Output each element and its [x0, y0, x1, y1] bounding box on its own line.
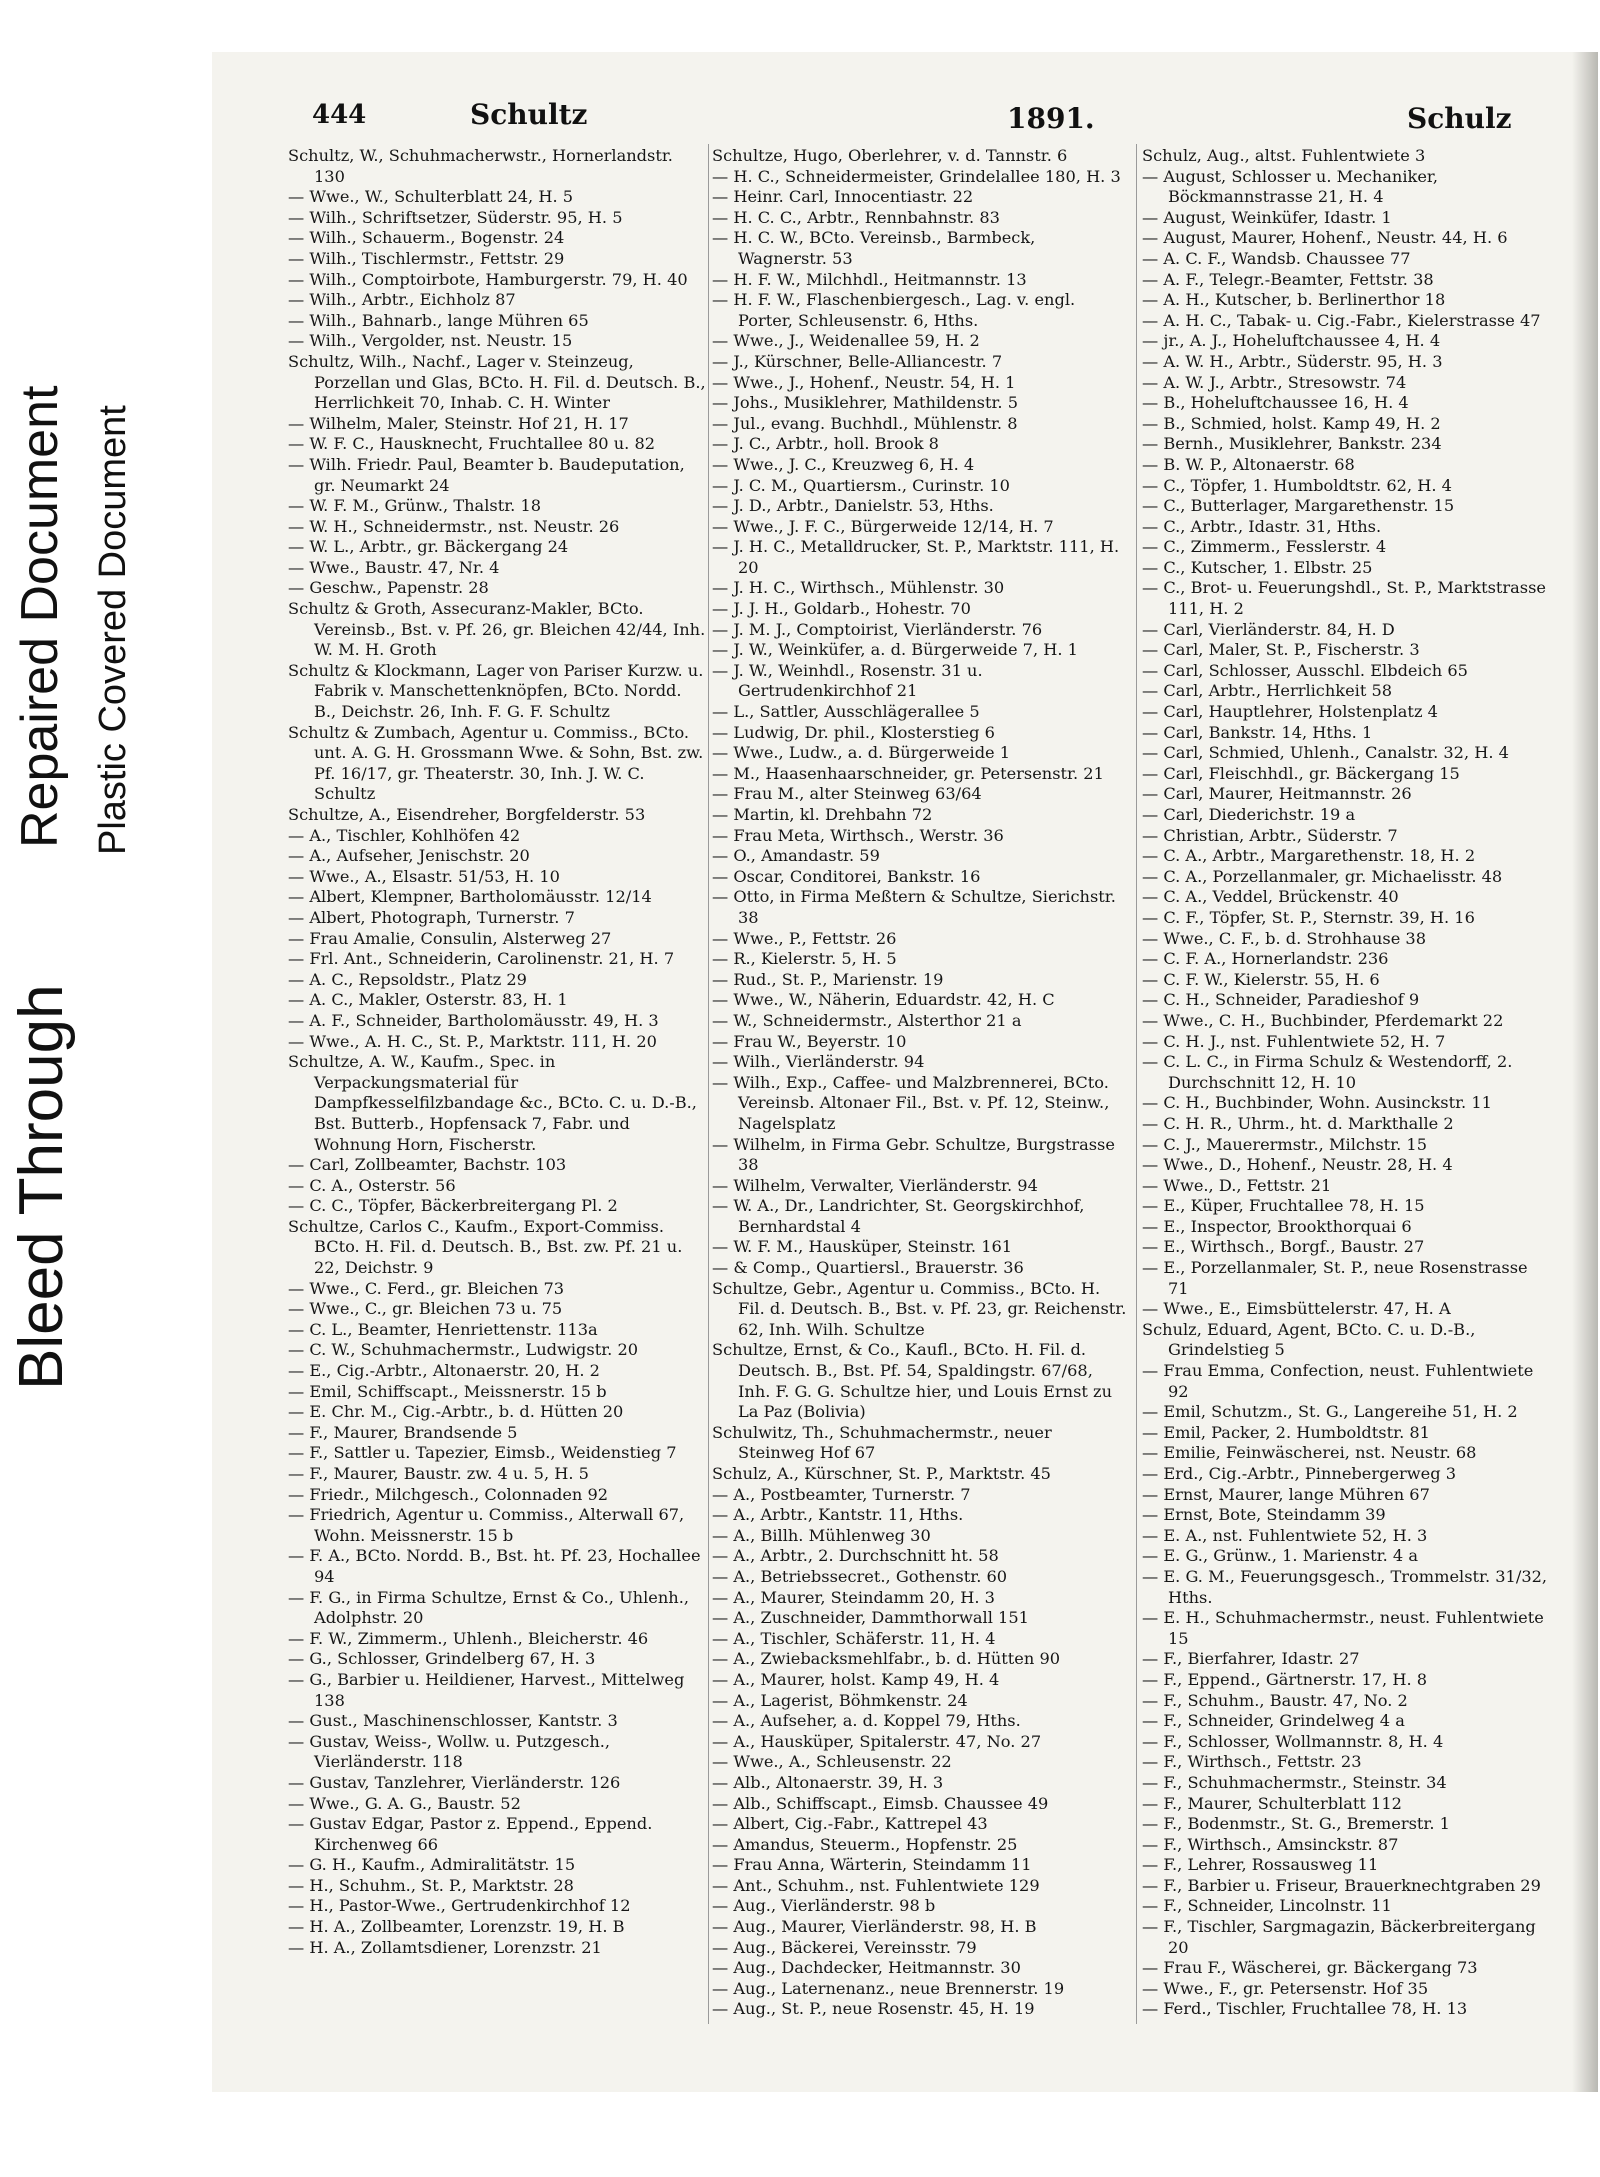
directory-entry: — E., Küper, Fruchtallee 78, H. 15 — [1142, 1196, 1425, 1216]
directory-entry: — F., Schuhm., Baustr. 47, No. 2 — [1142, 1690, 1408, 1710]
column-divider — [708, 144, 709, 2024]
directory-entry: — F., Wirthsch., Fettstr. 23 — [1142, 1752, 1362, 1772]
directory-entry: — Frau W., Beyerstr. 10 — [712, 1031, 907, 1051]
directory-entry: — Aug., Maurer, Vierländerstr. 98, H. B — [712, 1917, 1037, 1937]
directory-entry: — E. H., Schuhmachermstr., neust. Fuhlentwiete 15 — [1142, 1608, 1544, 1648]
directory-entry: — Wilh., Comptoirbote, Hamburgerstr. 79, H. 40 — [288, 269, 688, 289]
directory-entry: — H. A., Zollbeamter, Lorenzstr. 19, H. B — [288, 1917, 625, 1937]
directory-entry: — F., Barbier u. Friseur, Brauerknechtgraben 29 — [1142, 1875, 1541, 1895]
directory-entry: — G. H., Kaufm., Admiralitätstr. 15 — [288, 1855, 576, 1875]
directory-entry: — J. H. C., Metalldrucker, St. P., Marktstr. 111, H. 20 — [712, 537, 1120, 577]
directory-entry: — H. C., Schneidermeister, Grindelallee 180, H. 3 — [712, 166, 1121, 186]
directory-entry: — Frau Anna, Wärterin, Steindamm 11 — [712, 1855, 1032, 1875]
directory-entry: — Wwe., C. Ferd., gr. Bleichen 73 — [288, 1278, 565, 1298]
directory-entry: — M., Haasenhaarschneider, gr. Petersenstr. 21 — [712, 763, 1104, 783]
directory-entry: — E. G., Grünw., 1. Marienstr. 4 a — [1142, 1546, 1419, 1566]
directory-entry: — Wilh., Arbtr., Eichholz 87 — [288, 290, 516, 310]
directory-entry: — H. C. W., BCto. Vereinsb., Barmbeck, Wagnerstr. 53 — [712, 228, 1036, 268]
directory-entry: — Wilh., Bahnarb., lange Mühren 65 — [288, 310, 589, 330]
directory-entry: — A., Zwiebacksmehlfabr., b. d. Hütten 90 — [712, 1649, 1061, 1669]
directory-entry: — C. H., Schneider, Paradieshof 9 — [1142, 990, 1420, 1010]
directory-entry: Schultze, A. W., Kaufm., Spec. in Verpackungsmaterial für Dampfkesselfilzbandage &c., BCto. C. u. D.-B., Bst. Butterb., Hopfensack 7, Fabr. und Wohnung Horn, Fischerstr. — [288, 1052, 697, 1154]
directory-entry: — F., Maurer, Schulterblatt 112 — [1142, 1793, 1402, 1813]
directory-entry: — F., Wirthsch., Amsinckstr. 87 — [1142, 1834, 1399, 1854]
directory-entry: Schultze, Gebr., Agentur u. Commiss., BCto. H. Fil. d. Deutsch. B., Bst. v. Pf. 23, gr. Reichenstr. 62, Inh. Wilh. Schultze — [712, 1278, 1127, 1339]
directory-entry: — C., Kutscher, 1. Elbstr. 25 — [1142, 557, 1373, 577]
directory-entry: — Ernst, Bote, Steindamm 39 — [1142, 1505, 1386, 1525]
directory-entry: — J. W., Weinhdl., Rosenstr. 31 u. Gertrudenkirchhof 21 — [712, 660, 983, 701]
directory-entry: — J. C., Arbtr., holl. Brook 8 — [712, 434, 939, 454]
directory-entry: — B., Schmied, holst. Kamp 49, H. 2 — [1142, 413, 1441, 433]
directory-entry: — A. F., Telegr.-Beamter, Fettstr. 38 — [1142, 269, 1434, 289]
directory-entry: — Wilhelm, Maler, Steinstr. Hof 21, H. 17 — [288, 413, 629, 433]
directory-entry: — Aug., Laternenanz., neue Brennerstr. 19 — [712, 1978, 1065, 1998]
directory-entry: — W. A., Dr., Landrichter, St. Georgskirchhof, Bernhardstal 4 — [712, 1196, 1085, 1236]
directory-entry: — E., Cig.-Arbtr., Altonaerstr. 20, H. 2 — [288, 1361, 600, 1381]
directory-entry: Schultz & Klockmann, Lager von Pariser Kurzw. u. Fabrik v. Manschettenknöpfen, BCto. Nordd. B., Deichstr. 26, Inh. F. G. F. Schultz — [288, 660, 704, 722]
directory-entry: — & Comp., Quartiersl., Brauerstr. 36 — [712, 1258, 1024, 1278]
directory-entry: — C. H. R., Uhrm., ht. d. Markthalle 2 — [1142, 1113, 1454, 1133]
directory-entry: — Amandus, Steuerm., Hopfenstr. 25 — [712, 1834, 1018, 1854]
directory-entry: — Wwe., J. C., Kreuzweg 6, H. 4 — [712, 454, 975, 474]
directory-entry: — August, Maurer, Hohenf., Neustr. 44, H. 6 — [1142, 228, 1508, 248]
directory-entry: — W. F. M., Hausküper, Steinstr. 161 — [712, 1237, 1013, 1257]
directory-entry: — F., Schneider, Lincolnstr. 11 — [1142, 1896, 1392, 1916]
directory-entry: — A. W. J., Arbtr., Stresowstr. 74 — [1142, 372, 1407, 392]
directory-entry: — Emil, Schiffscapt., Meissnerstr. 15 b — [288, 1381, 607, 1401]
directory-entry: — A., Hausküper, Spitalerstr. 47, No. 27 — [712, 1731, 1042, 1751]
directory-entry: — F., Maurer, Baustr. zw. 4 u. 5, H. 5 — [288, 1464, 589, 1483]
directory-entry: — Wwe., P., Fettstr. 26 — [712, 928, 897, 948]
directory-entry: — Carl, Vierländerstr. 84, H. D — [1142, 619, 1395, 639]
directory-entry: Schultze, A., Eisendreher, Borgfelderstr. 53 — [288, 805, 646, 824]
directory-entry: Schulz, Eduard, Agent, BCto. C. u. D.-B., Grindelstieg 5 — [1142, 1319, 1476, 1360]
directory-entry: — Gustav, Tanzlehrer, Vierländerstr. 126 — [288, 1772, 621, 1792]
directory-entry: — Wwe., E., Eimsbüttelerstr. 47, H. A — [1142, 1299, 1451, 1319]
bleed-through-label: Bleed Through — [7, 984, 76, 1390]
directory-entry: — A., Tischler, Kohlhöfen 42 — [288, 825, 521, 845]
directory-entry: — W. F. C., Hausknecht, Fruchtallee 80 u. 82 — [288, 434, 656, 454]
directory-entry: — Gustav, Weiss-, Wollw. u. Putzgesch., Vierländerstr. 118 — [288, 1731, 611, 1772]
directory-entry: — Otto, in Firma Meßtern & Schultze, Sierichstr. 38 — [712, 887, 1116, 927]
directory-entry: — W. F. M., Grünw., Thalstr. 18 — [288, 496, 542, 516]
directory-entry: — Frl. Ant., Schneiderin, Carolinenstr. 21, H. 7 — [288, 949, 675, 969]
directory-entry: — C. H. J., nst. Fuhlentwiete 52, H. 7 — [1142, 1031, 1446, 1051]
directory-entry: — Albert, Photograph, Turnerstr. 7 — [288, 907, 575, 927]
directory-entry: — H., Pastor-Wwe., Gertrudenkirchhof 12 — [288, 1896, 631, 1916]
directory-entry: — Frau Emma, Confection, neust. Fuhlentwiete 92 — [1142, 1361, 1534, 1401]
directory-entry: — A., Billh. Mühlenweg 30 — [712, 1525, 931, 1545]
directory-entry: — Carl, Maler, St. P., Fischerstr. 3 — [1142, 640, 1420, 660]
directory-entry: — C. F. A., Hornerlandstr. 236 — [1142, 949, 1389, 969]
directory-entry: — B. W. P., Altonaerstr. 68 — [1142, 454, 1355, 474]
directory-entry: — Wwe., J. F. C., Bürgerweide 12/14, H. 7 — [712, 516, 1054, 536]
column-divider — [1136, 144, 1137, 2024]
directory-column-2 — [712, 146, 1128, 2046]
directory-entry: — A., Aufseher, Jenischstr. 20 — [288, 846, 530, 866]
directory-entry: — Carl, Fleischhdl., gr. Bäckergang 15 — [1142, 763, 1460, 783]
directory-entry: Schulz, Aug., altst. Fuhlentwiete 3 — [1142, 146, 1426, 165]
directory-entry: — C. H., Buchbinder, Wohn. Ausinckstr. 11 — [1142, 1093, 1492, 1113]
directory-entry: — C. A., Arbtr., Margarethenstr. 18, H. 2 — [1142, 846, 1476, 866]
directory-entry: — C. A., Osterstr. 56 — [288, 1175, 456, 1195]
directory-entry: Schultz, Wilh., Nachf., Lager v. Steinzeug, Porzellan und Glas, BCto. H. Fil. d. Deutsch. B., Herrlichkeit 70, Inhab. C. H. Winter — [288, 351, 706, 413]
directory-entry: — A. F., Schneider, Bartholomäusstr. 49, H. 3 — [288, 1010, 659, 1030]
directory-entry: — F., Schuhmachermstr., Steinstr. 34 — [1142, 1772, 1447, 1792]
directory-entry: — Rud., St. P., Marienstr. 19 — [712, 969, 944, 989]
directory-entry: — A., Aufseher, a. d. Koppel 79, Hths. — [712, 1711, 1021, 1731]
directory-entry: Schultze, Carlos C., Kaufm., Export-Commiss. BCto. H. Fil. d. Deutsch. B., Bst. zw. Pf. 21 u. 22, Deichstr. 9 — [288, 1216, 683, 1278]
directory-entry: — Carl, Arbtr., Herrlichkeit 58 — [1142, 681, 1393, 701]
directory-entry: — A. C., Repsoldstr., Platz 29 — [288, 969, 527, 989]
directory-entry: — A. C. F., Wandsb. Chaussee 77 — [1142, 248, 1411, 268]
directory-entry: — Aug., Dachdecker, Heitmannstr. 30 — [712, 1958, 1021, 1978]
directory-entry: — Friedr., Milchgesch., Colonnaden 92 — [288, 1484, 609, 1504]
directory-entry: — Carl, Schlosser, Ausschl. Elbdeich 65 — [1142, 660, 1468, 680]
directory-entry: — E., Porzellanmaler, St. P., neue Rosenstrasse 71 — [1142, 1258, 1528, 1298]
directory-entry: — Wwe., C. F., b. d. Strohhause 38 — [1142, 928, 1427, 948]
directory-entry: — Carl, Zollbeamter, Bachstr. 103 — [288, 1155, 567, 1175]
directory-entry: — Alb., Altonaerstr. 39, H. 3 — [712, 1772, 944, 1792]
directory-entry: — Heinr. Carl, Innocentiastr. 22 — [712, 187, 974, 207]
directory-entry: — Ant., Schuhm., nst. Fuhlentwiete 129 — [712, 1875, 1040, 1895]
directory-entry: — Carl, Bankstr. 14, Hths. 1 — [1142, 722, 1373, 742]
directory-entry: — J. J. H., Goldarb., Hohestr. 70 — [712, 599, 971, 619]
directory-entry: — Carl, Diederichstr. 19 a — [1142, 805, 1356, 824]
year-heading: 1891. — [1007, 102, 1095, 135]
directory-entry: — C., Arbtr., Idastr. 31, Hths. — [1142, 516, 1382, 536]
directory-entry: — J. C. M., Quartiersm., Curinstr. 10 — [712, 475, 1010, 495]
directory-entry: — Friedrich, Agentur u. Commiss., Alterwall 67, Wohn. Meissnerstr. 15 b — [288, 1505, 685, 1545]
directory-entry: Schultz & Groth, Assecuranz-Makler, BCto. Vereinsb., Bst. v. Pf. 26, gr. Bleichen 42/44, Inh. W. M. H. Groth — [288, 599, 706, 660]
directory-entry: — F., Bodenmstr., St. G., Bremerstr. 1 — [1142, 1814, 1450, 1834]
directory-entry: — Wwe., C., gr. Bleichen 73 u. 75 — [288, 1299, 563, 1319]
page-header — [312, 100, 1552, 140]
directory-entry: — Aug., Vierländerstr. 98 b — [712, 1896, 936, 1916]
directory-entry: — F., Maurer, Brandsende 5 — [288, 1422, 518, 1442]
directory-entry: — Albert, Cig.-Fabr., Kattrepel 43 — [712, 1814, 988, 1834]
directory-entry: — H. F. W., Flaschenbiergesch., Lag. v. engl. Porter, Schleusenstr. 6, Hths. — [712, 290, 1076, 330]
directory-entry: — A. W. H., Arbtr., Süderstr. 95, H. 3 — [1142, 351, 1443, 371]
directory-entry: — Emil, Packer, 2. Humboldtstr. 81 — [1142, 1422, 1430, 1442]
directory-entry: — W., Schneidermstr., Alsterthor 21 a — [712, 1010, 1022, 1030]
directory-entry: — jr., A. J., Hoheluftchaussee 4, H. 4 — [1142, 331, 1441, 351]
directory-entry: — Wilh., Vierländerstr. 94 — [712, 1052, 925, 1072]
directory-entry: — F., Sattler u. Tapezier, Eimsb., Weidenstieg 7 — [288, 1443, 677, 1463]
directory-entry: Schultze, Hugo, Oberlehrer, v. d. Tannstr. 6 — [712, 146, 1068, 165]
directory-entry: — Wilh. Friedr. Paul, Beamter b. Baudeputation, gr. Neumarkt 24 — [288, 454, 685, 495]
directory-entry: — J. W., Weinküfer, a. d. Bürgerweide 7, H. 1 — [712, 640, 1078, 660]
directory-entry: — A., Betriebssecret., Gothenstr. 60 — [712, 1566, 1008, 1586]
directory-entry: — A., Lagerist, Böhmkenstr. 24 — [712, 1690, 968, 1710]
page-number: 444 — [312, 100, 367, 130]
directory-entry: — J. H. C., Wirthsch., Mühlenstr. 30 — [712, 578, 1005, 598]
directory-entry: — Wilhelm, Verwalter, Vierländerstr. 94 — [712, 1175, 1038, 1195]
directory-entry: — A., Arbtr., Kantstr. 11, Hths. — [712, 1505, 964, 1525]
directory-entry: — E. A., nst. Fuhlentwiete 52, H. 3 — [1142, 1525, 1428, 1545]
directory-entry: — C., Brot- u. Feuerungshdl., St. P., Marktstrasse 111, H. 2 — [1142, 578, 1546, 619]
directory-entry: — F. G., in Firma Schultze, Ernst & Co., Uhlenh., Adolphstr. 20 — [288, 1587, 689, 1628]
directory-entry: — Wilhelm, in Firma Gebr. Schultze, Burgstrasse 38 — [712, 1134, 1115, 1175]
directory-entry: — F., Schneider, Grindelweg 4 a — [1142, 1711, 1405, 1731]
directory-entry: — L., Sattler, Ausschlägerallee 5 — [712, 702, 980, 722]
directory-entry: — H. F. W., Milchhdl., Heitmannstr. 13 — [712, 269, 1027, 289]
directory-entry: — Wilh., Vergolder, nst. Neustr. 15 — [288, 331, 573, 351]
directory-entry: — Carl, Schmied, Uhlenh., Canalstr. 32, H. 4 — [1142, 743, 1509, 763]
directory-entry: — Aug., St. P., neue Rosenstr. 45, H. 19 — [712, 1999, 1035, 2019]
directory-entry: — J. D., Arbtr., Danielstr. 53, Hths. — [712, 496, 994, 516]
directory-entry: — Emilie, Feinwäscherei, nst. Neustr. 68 — [1142, 1443, 1477, 1463]
directory-entry: — Wilh., Schriftsetzer, Süderstr. 95, H. 5 — [288, 207, 623, 227]
directory-entry: — Wwe., G. A. G., Baustr. 52 — [288, 1793, 521, 1813]
scan-labels — [0, 0, 200, 2177]
directory-entry: — A. H., Kutscher, b. Berlinerthor 18 — [1142, 290, 1446, 310]
directory-entry: — Christian, Arbtr., Süderstr. 7 — [1142, 825, 1398, 845]
directory-entry: — Frau Meta, Wirthsch., Werstr. 36 — [712, 825, 1004, 845]
directory-entry: — August, Schlosser u. Mechaniker, Böckmannstrasse 21, H. 4 — [1142, 166, 1439, 207]
directory-entry: — A. C., Makler, Osterstr. 83, H. 1 — [288, 990, 568, 1010]
directory-entry: — A., Maurer, Steindamm 20, H. 3 — [712, 1587, 995, 1607]
directory-entry: — C., Butterlager, Margarethenstr. 15 — [1142, 496, 1455, 516]
directory-entry: — Frau Amalie, Consulin, Alsterweg 27 — [288, 928, 612, 948]
directory-entry: — C., Zimmerm., Fesslerstr. 4 — [1142, 537, 1387, 557]
directory-entry: — H., Schuhm., St. P., Marktstr. 28 — [288, 1875, 574, 1895]
directory-entry: — C. F. W., Kielerstr. 55, H. 6 — [1142, 969, 1380, 989]
directory-entry: — Wwe., D., Hohenf., Neustr. 28, H. 4 — [1142, 1155, 1453, 1175]
directory-entry: — Erd., Cig.-Arbtr., Pinnebergerweg 3 — [1142, 1464, 1457, 1483]
directory-entry: — Wwe., J., Weidenallee 59, H. 2 — [712, 331, 980, 351]
directory-column-3 — [1142, 146, 1552, 2046]
directory-entry: — Martin, kl. Drehbahn 72 — [712, 805, 933, 824]
directory-entry: — Ernst, Maurer, lange Mühren 67 — [1142, 1484, 1430, 1504]
directory-entry: — E. G. M., Feuerungsgesch., Trommelstr. 31/32, Hths. — [1142, 1566, 1548, 1607]
directory-entry: — C. L., Beamter, Henriettenstr. 113a — [288, 1319, 598, 1339]
plastic-covered-label: Plastic Covered Document — [92, 405, 134, 855]
directory-entry: — A., Tischler, Schäferstr. 11, H. 4 — [712, 1628, 996, 1648]
directory-entry: — Frau M., alter Steinweg 63/64 — [712, 784, 982, 804]
directory-entry: — Gust., Maschinenschlosser, Kantstr. 3 — [288, 1711, 618, 1731]
directory-entry: — Wwe., Baustr. 47, Nr. 4 — [288, 557, 500, 577]
directory-entry: Schulwitz, Th., Schuhmachermstr., neuer Steinweg Hof 67 — [712, 1422, 1052, 1463]
directory-entry: — Wwe., W., Näherin, Eduardstr. 42, H. C — [712, 990, 1055, 1010]
directory-entry: Schulz, A., Kürschner, St. P., Marktstr. 45 — [712, 1464, 1051, 1483]
directory-entry: — A., Postbeamter, Turnerstr. 7 — [712, 1484, 971, 1504]
directory-entry: — August, Weinküfer, Idastr. 1 — [1142, 207, 1392, 227]
directory-entry: — A., Maurer, holst. Kamp 49, H. 4 — [712, 1669, 1000, 1689]
directory-entry: — Wwe., D., Fettstr. 21 — [1142, 1175, 1332, 1195]
directory-entry: — W. L., Arbtr., gr. Bäckergang 24 — [288, 537, 569, 557]
left-running-head: Schultz — [470, 98, 588, 131]
directory-entry: — Wwe., A., Elsastr. 51/53, H. 10 — [288, 866, 560, 886]
directory-entry: — F., Schlosser, Wollmannstr. 8, H. 4 — [1142, 1731, 1444, 1751]
directory-entry: — C. L. C., in Firma Schulz & Westendorff, 2. Durchschnitt 12, H. 10 — [1142, 1052, 1513, 1092]
directory-entry: — A., Arbtr., 2. Durchschnitt ht. 58 — [712, 1546, 999, 1566]
directory-entry: — J. M. J., Comptoirist, Vierländerstr. 76 — [712, 619, 1043, 639]
repaired-document-label: Repaired Document — [11, 385, 69, 848]
directory-entry: Schultz, W., Schuhmacherwstr., Hornerlandstr. 130 — [288, 146, 673, 186]
directory-entry: — Bernh., Musiklehrer, Bankstr. 234 — [1142, 434, 1442, 454]
directory-entry: — Wwe., C. H., Buchbinder, Pferdemarkt 22 — [1142, 1010, 1504, 1030]
directory-entry: — F. A., BCto. Nordd. B., Bst. ht. Pf. 23, Hochallee 94 — [288, 1546, 701, 1586]
directory-entry: — Wwe., F., gr. Petersenstr. Hof 35 — [1142, 1978, 1429, 1998]
directory-entry: — Wwe., A. H. C., St. P., Marktstr. 111, H. 20 — [288, 1031, 657, 1051]
directory-entry: — A., Zuschneider, Dammthorwall 151 — [712, 1608, 1029, 1628]
right-running-head: Schulz — [1407, 102, 1512, 135]
directory-entry: — W. H., Schneidermstr., nst. Neustr. 26 — [288, 516, 620, 536]
directory-entry: — Ludwig, Dr. phil., Klosterstieg 6 — [712, 722, 995, 742]
directory-column-1 — [288, 146, 706, 2046]
directory-entry: — F., Lehrer, Rossausweg 11 — [1142, 1855, 1379, 1875]
directory-entry: — A. H. C., Tabak- u. Cig.-Fabr., Kielerstrasse 47 — [1142, 310, 1541, 330]
directory-entry: — F., Tischler, Sargmagazin, Bäckerbreitergang 20 — [1142, 1917, 1536, 1957]
directory-entry: — Carl, Maurer, Heitmannstr. 26 — [1142, 784, 1412, 804]
directory-entry: — B., Hoheluftchaussee 16, H. 4 — [1142, 393, 1409, 413]
directory-entry: — H. A., Zollamtsdiener, Lorenzstr. 21 — [288, 1937, 602, 1957]
directory-entry: — Wilh., Exp., Caffee- und Malzbrennerei, BCto. Vereinsb. Altonaer Fil., Bst. v. Pf. 12, Steinw., Nagelsplatz — [712, 1072, 1110, 1133]
directory-entry: — Wwe., J., Hohenf., Neustr. 54, H. 1 — [712, 372, 1016, 392]
directory-entry: — R., Kielerstr. 5, H. 5 — [712, 949, 897, 969]
directory-entry: — C., Töpfer, 1. Humboldtstr. 62, H. 4 — [1142, 475, 1452, 495]
directory-entry: — Oscar, Conditorei, Bankstr. 16 — [712, 866, 981, 886]
directory-entry: — C. C., Töpfer, Bäckerbreitergang Pl. 2 — [288, 1196, 618, 1216]
directory-entry: — Jul., evang. Buchhdl., Mühlenstr. 8 — [712, 413, 1018, 433]
directory-entry: — Emil, Schutzm., St. G., Langereihe 51, H. 2 — [1142, 1402, 1518, 1422]
directory-entry: — O., Amandastr. 59 — [712, 846, 880, 866]
directory-entry: — C. J., Mauerermstr., Milchstr. 15 — [1142, 1134, 1428, 1154]
directory-entry: — Alb., Schiffscapt., Eimsb. Chaussee 49 — [712, 1793, 1049, 1813]
directory-entry: — Wwe., W., Schulterblatt 24, H. 5 — [288, 187, 574, 207]
directory-entry: — E. Chr. M., Cig.-Arbtr., b. d. Hütten 20 — [288, 1402, 624, 1422]
directory-entry: — Carl, Hauptlehrer, Holstenplatz 4 — [1142, 702, 1438, 722]
directory-entry: Schultz & Zumbach, Agentur u. Commiss., BCto. unt. A. G. H. Grossmann Wwe. & Sohn, Bst. zw. Pf. 16/17, gr. Theaterstr. 30, Inh. J. W. C. Schultz — [288, 722, 704, 804]
directory-entry: — Johs., Musiklehrer, Mathildenstr. 5 — [712, 393, 1019, 413]
directory-entry: — C. A., Porzellanmaler, gr. Michaelisstr. 48 — [1142, 866, 1503, 886]
directory-entry: — G., Schlosser, Grindelberg 67, H. 3 — [288, 1649, 596, 1669]
directory-entry: — C. W., Schuhmachermstr., Ludwigstr. 20 — [288, 1340, 639, 1360]
directory-entry: — F., Bierfahrer, Idastr. 27 — [1142, 1649, 1360, 1669]
directory-entry: — Gustav Edgar, Pastor z. Eppend., Eppend. Kirchenweg 66 — [288, 1814, 653, 1854]
directory-entry: — C. A., Veddel, Brückenstr. 40 — [1142, 887, 1399, 907]
directory-entry: — Wwe., Ludw., a. d. Bürgerweide 1 — [712, 743, 1011, 763]
directory-entry: Schultze, Ernst, & Co., Kaufl., BCto. H. Fil. d. Deutsch. B., Bst. Pf. 54, Spaldingstr. 67/68, Inh. F. G. G. Schultze hier, und Louis Ernst zu La Paz (Bolivia) — [712, 1340, 1112, 1422]
directory-entry: — H. C. C., Arbtr., Rennbahnstr. 83 — [712, 207, 1000, 227]
directory-entry: — Albert, Klempner, Bartholomäusstr. 12/14 — [288, 887, 652, 907]
directory-entry: — G., Barbier u. Heildiener, Harvest., Mittelweg 138 — [288, 1669, 685, 1710]
directory-entry: — Wwe., A., Schleusenstr. 22 — [712, 1752, 952, 1772]
directory-entry: — F. W., Zimmerm., Uhlenh., Bleicherstr. 46 — [288, 1628, 649, 1648]
directory-entry: — Frau F., Wäscherei, gr. Bäckergang 73 — [1142, 1958, 1478, 1978]
directory-entry: — Aug., Bäckerei, Vereinsstr. 79 — [712, 1937, 977, 1957]
directory-entry: — E., Wirthsch., Borgf., Baustr. 27 — [1142, 1237, 1425, 1257]
directory-entry: — Wilh., Tischlermstr., Fettstr. 29 — [288, 248, 565, 268]
directory-page — [212, 52, 1598, 2092]
directory-entry: — Ferd., Tischler, Fruchtallee 78, H. 13 — [1142, 1999, 1468, 2019]
directory-entry: — E., Inspector, Brookthorquai 6 — [1142, 1216, 1412, 1236]
directory-entry: — J., Kürschner, Belle-Alliancestr. 7 — [712, 351, 1003, 371]
directory-entry: — F., Eppend., Gärtnerstr. 17, H. 8 — [1142, 1669, 1428, 1689]
directory-entry: — C. F., Töpfer, St. P., Sternstr. 39, H. 16 — [1142, 907, 1475, 927]
directory-entry: — Geschw., Papenstr. 28 — [288, 578, 489, 598]
directory-entry: — Wilh., Schauerm., Bogenstr. 24 — [288, 228, 565, 248]
